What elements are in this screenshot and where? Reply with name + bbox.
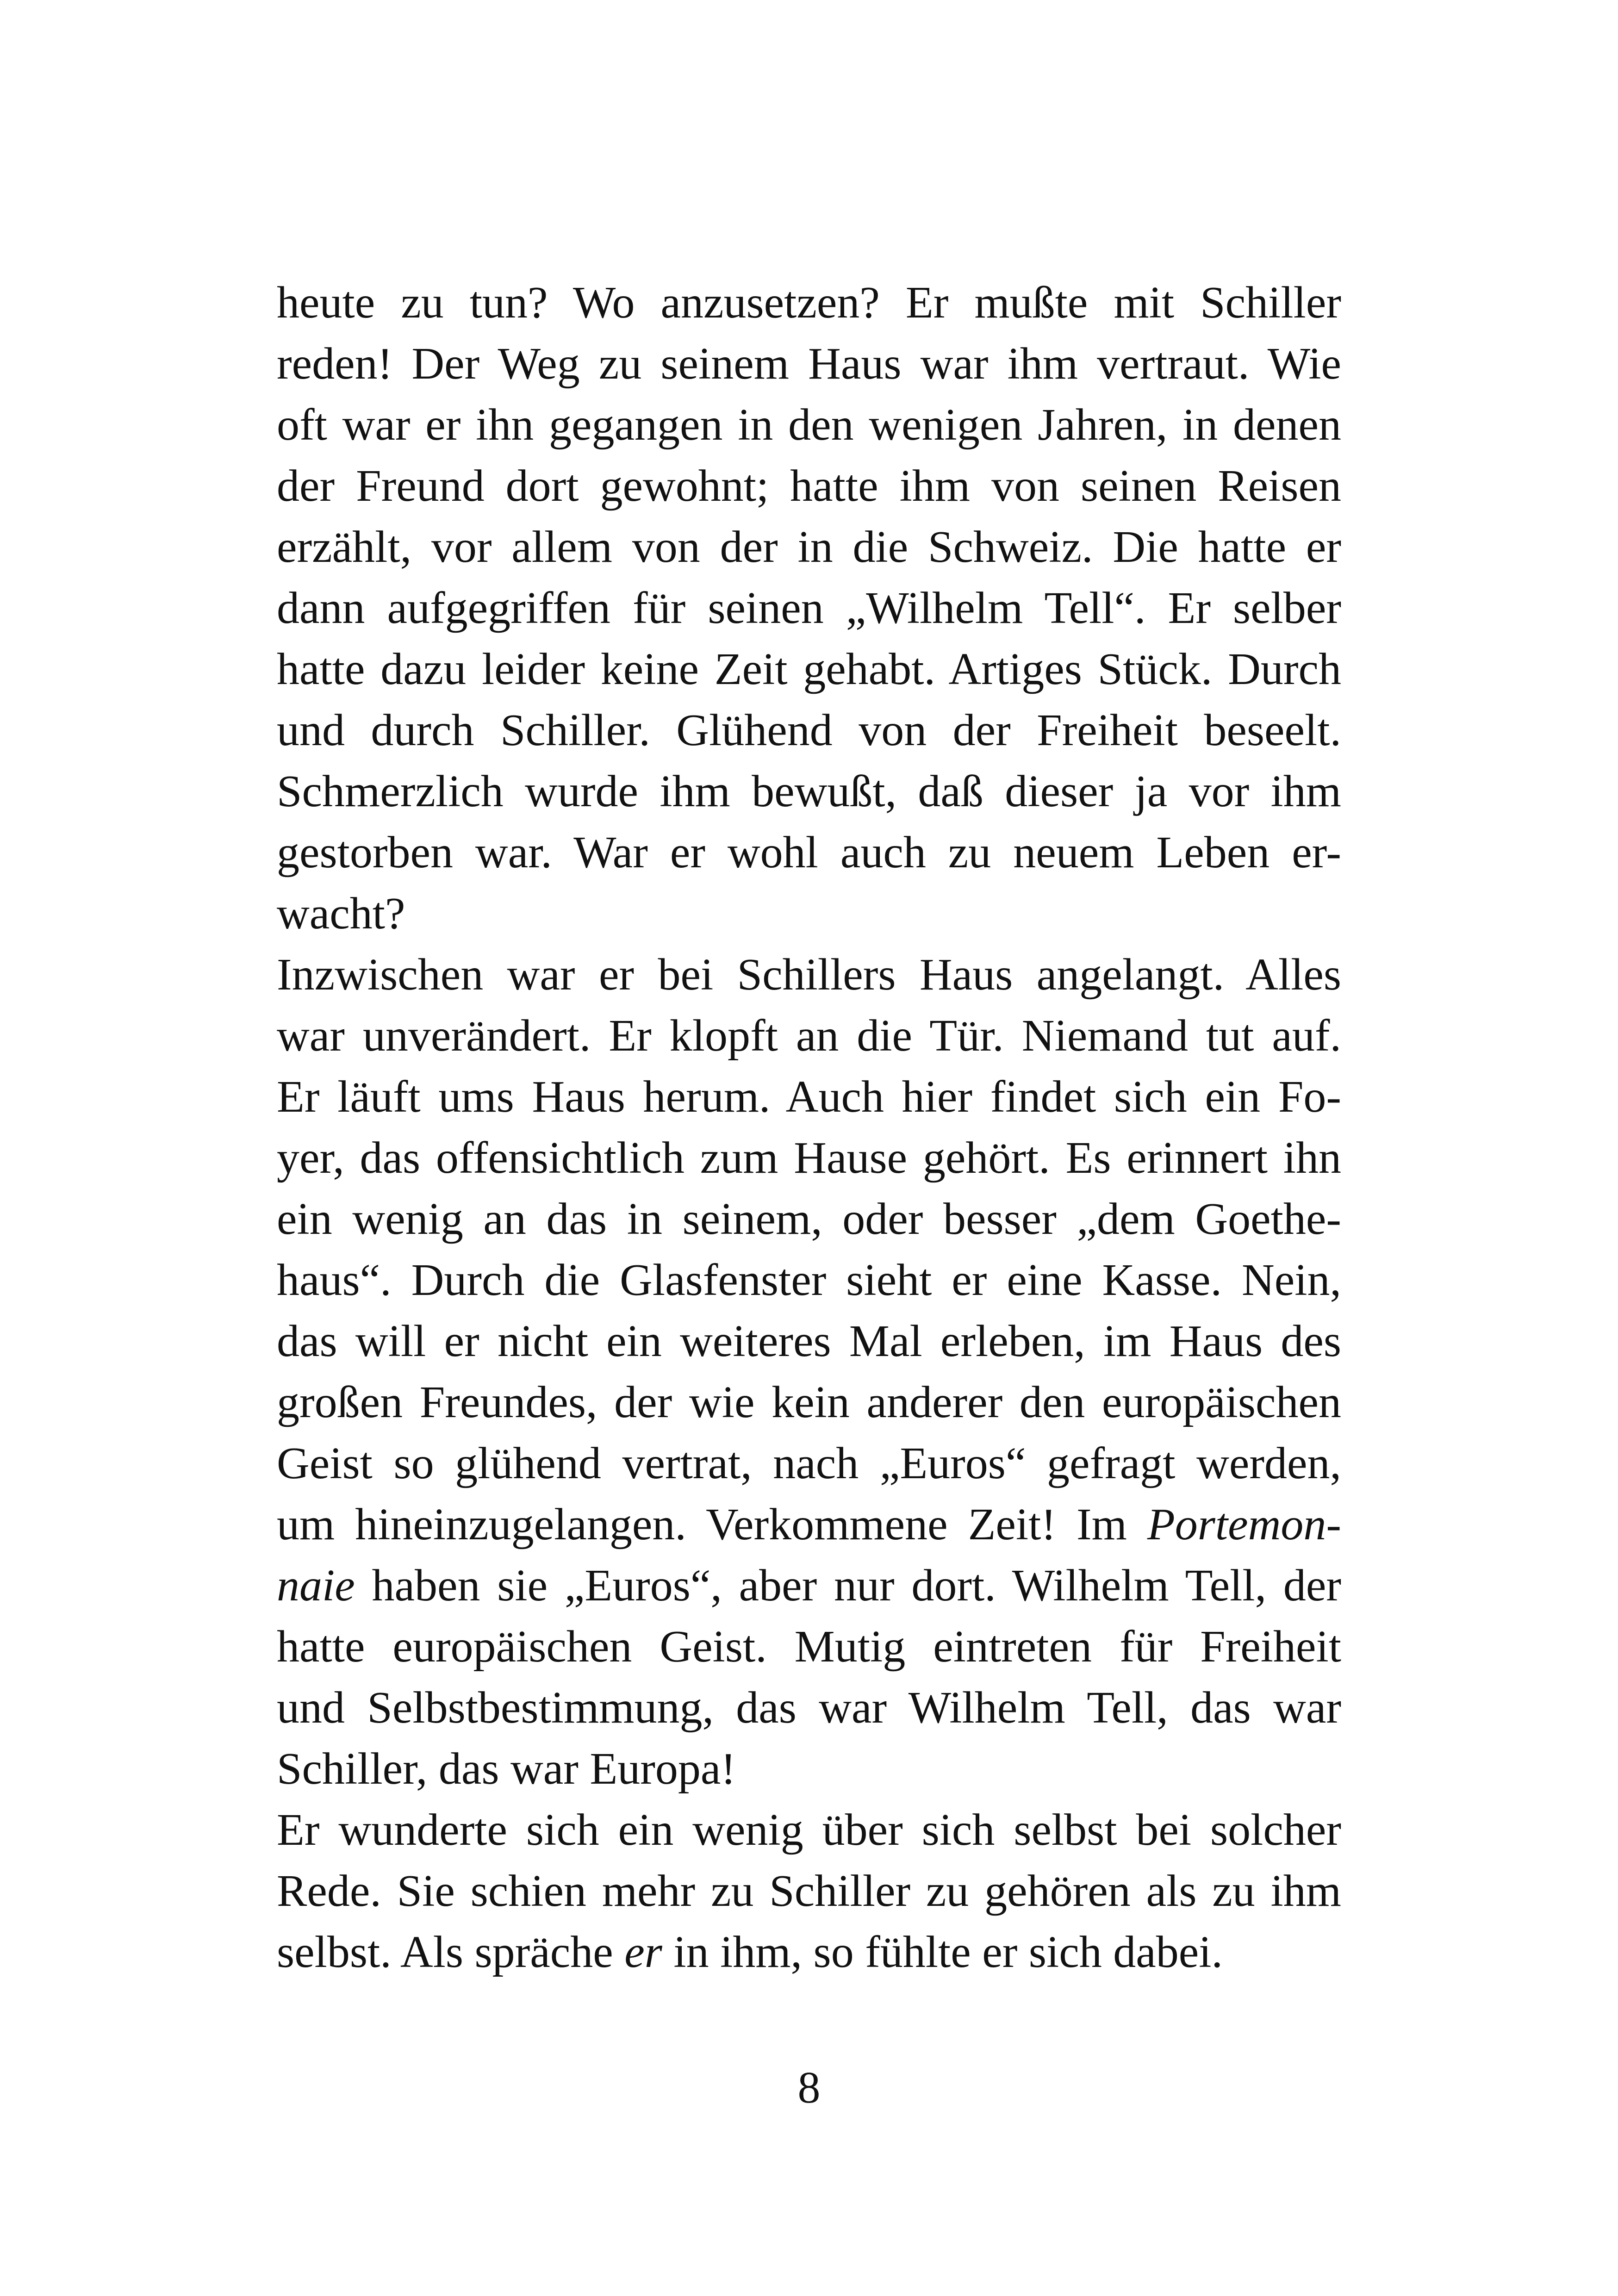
text-line [277, 1311, 1341, 1372]
text-line [277, 700, 1341, 761]
line-text: dann aufgegriffen für seinen „Wilhelm Tell“. Er selber [277, 583, 1341, 633]
text-line [277, 272, 1341, 333]
text-line [277, 1738, 1341, 1799]
line-text: und durch Schiller. Glühend von der Freiheit beseelt. [277, 705, 1341, 755]
line-text: Schmerzlich wurde ihm bewußt, daß dieser ja vor ihm [277, 766, 1341, 816]
body-text [277, 272, 1341, 1983]
line-text: Er wunderte sich ein wenig über sich selbst bei solcher [277, 1805, 1341, 1855]
text-line [277, 1127, 1341, 1188]
text-line [277, 761, 1341, 822]
line-text: das will er nicht ein weiteres Mal erleben, im Haus des [277, 1316, 1341, 1366]
paragraph [277, 944, 1341, 1799]
paragraph [277, 272, 1341, 944]
text-line [277, 1433, 1341, 1494]
paragraph [277, 1799, 1341, 1983]
line-text: selbst. Als spräche [277, 1927, 625, 1977]
line-text: haus“. Durch die Glasfenster sieht er eine Kasse. Nein, [277, 1255, 1341, 1305]
line-text: haben sie „Euros“, aber nur dort. Wilhelm Tell, der [355, 1561, 1341, 1611]
text-line [277, 1860, 1341, 1922]
line-text: ein wenig an das in seinem, oder besser „dem Goethe- [277, 1194, 1341, 1244]
page-number: 8 [797, 2063, 821, 2113]
italic-text: naie [277, 1561, 355, 1611]
line-text: Er läuft ums Haus herum. Auch hier findet sich ein Fo- [277, 1072, 1341, 1122]
text-line [277, 1677, 1341, 1738]
text-line [277, 333, 1341, 394]
text-line [277, 578, 1341, 639]
line-text: gestorben war. War er wohl auch zu neuem Leben er- [277, 828, 1341, 877]
text-line [277, 1922, 1341, 1983]
line-text: wacht? [277, 889, 405, 939]
text-line [277, 883, 1341, 944]
text-line [277, 822, 1341, 883]
line-text: Schiller, das war Europa! [277, 1744, 736, 1794]
line-text: in ihm, so fühlte er sich dabei. [662, 1927, 1223, 1977]
text-line [277, 1494, 1341, 1555]
line-text: hatte dazu leider keine Zeit gehabt. Artiges Stück. Durch [277, 644, 1341, 694]
text-line [277, 1555, 1341, 1616]
line-text: großen Freundes, der wie kein anderer den europäischen [277, 1377, 1341, 1427]
line-text: Inzwischen war er bei Schillers Haus angelangt. Alles [277, 950, 1341, 1000]
text-line [277, 1799, 1341, 1860]
line-text: Rede. Sie schien mehr zu Schiller zu gehören als zu ihm [277, 1866, 1341, 1916]
text-line [277, 1616, 1341, 1677]
line-text: der Freund dort gewohnt; hatte ihm von seinen Reisen [277, 461, 1341, 511]
line-text: und Selbstbestimmung, das war Wilhelm Tell, das war [277, 1683, 1341, 1733]
text-line [277, 1372, 1341, 1433]
line-text: reden! Der Weg zu seinem Haus war ihm vertraut. Wie [277, 339, 1341, 389]
text-line [277, 639, 1341, 700]
line-text: war unverändert. Er klopft an die Tür. Niemand tut auf. [277, 1011, 1341, 1061]
text-line [277, 1250, 1341, 1311]
line-text: hatte europäischen Geist. Mutig eintreten für Freiheit [277, 1622, 1341, 1672]
text-line [277, 455, 1341, 516]
italic-text: Portemon- [1147, 1500, 1341, 1549]
text-line [277, 1188, 1341, 1250]
line-text: erzählt, vor allem von der in die Schweiz. Die hatte er [277, 522, 1341, 572]
text-line [277, 944, 1341, 1005]
line-text: um hineinzugelangen. Verkommene Zeit! Im [277, 1500, 1147, 1549]
line-text: Geist so glühend vertrat, nach „Euros“ gefragt werden, [277, 1438, 1341, 1488]
text-line [277, 1005, 1341, 1066]
line-text: oft war er ihn gegangen in den wenigen Jahren, in denen [277, 400, 1341, 450]
line-text: yer, das offensichtlich zum Hause gehört. Es erinnert ihn [277, 1133, 1341, 1183]
text-line [277, 1066, 1341, 1127]
line-text: heute zu tun? Wo anzusetzen? Er mußte mit Schiller [277, 278, 1341, 328]
italic-text: er [624, 1927, 662, 1977]
text-line [277, 394, 1341, 455]
text-line [277, 516, 1341, 578]
